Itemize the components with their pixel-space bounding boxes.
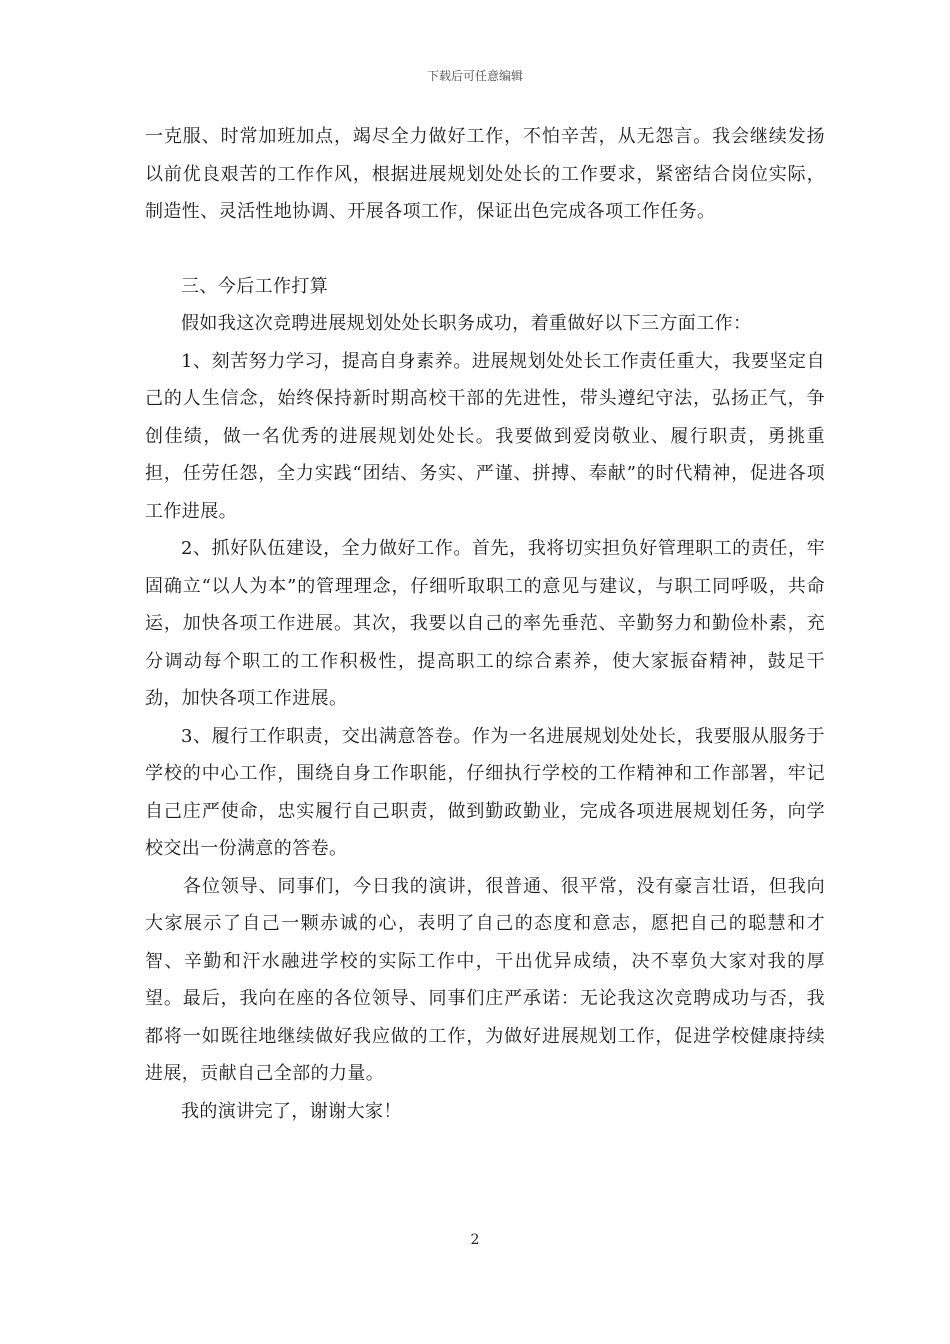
paragraph-spacer	[145, 231, 825, 268]
page-number: 2	[470, 1232, 480, 1248]
paragraph-thanks: 我的演讲完了，谢谢大家！	[181, 1100, 402, 1122]
paragraph-continuation: 一克服、时常加班加点，竭尽全力做好工作，不怕辛苦，从无怨言。我会继续发扬以前优良艰苦的工作作风，根据进展规划处处长的工作要求，紧密结合岗位实际，制造性、灵活性地协调、开展各项工作，保证出色完成各项工作任务。	[145, 126, 825, 222]
paragraph-point-2: 2、抓好队伍建设，全力做好工作。首先，我将切实担负好管理职工的责任，牢固确立“以人为本”的管理理念，仔细听取职工的意见与建议，与职工同呼吸，共命运，加快各项工作进展。其次，我要以自己的率先垂范、辛勤努力和勤俭朴素，充分调动每个职工的工作积极性，提高职工的综合素养，使大家振奋精神，鼓足干劲，加快各项工作进展。	[145, 538, 825, 709]
page-header: 下载后可任意编辑	[426, 69, 523, 83]
paragraph-point-1: 1、刻苦努力学习，提高自身素养。进展规划处处长工作责任重大，我要坚定自己的人生信念，始终保持新时期高校干部的先进性，带头遵纪守法，弘扬正气，争创佳绩，做一名优秀的进展规划处处长。我要做到爱岗敬业、履行职责，勇挑重担，任劳任怨，全力实践“团结、务实、严谨、拼搏、奉献”的时代精神，促进各项工作进展。	[145, 350, 825, 522]
section-heading: 三、今后工作打算	[181, 275, 329, 297]
paragraph-closing: 各位领导、同事们，今日我的演讲，很普通、很平常，没有豪言壮语，但我向大家展示了自己一颗赤诚的心，表明了自己的态度和意志，愿把自己的聪慧和才智、辛勤和汗水融进学校的实际工作中，干出优异成绩，决不辜负大家对我的厚望。最后，我向在座的各位领导、同事们庄严承诺：无论我这次竞聘成功与否，我都将一如既往地继续做好我应做的工作，为做好进展规划工作，促进学校健康持续进展，贡献自己全部的力量。	[145, 875, 825, 1084]
paragraph-intro: 假如我这次竞聘进展规划处处长职务成功，着重做好以下三方面工作：	[181, 313, 752, 334]
paragraph-point-3: 3、履行工作职责，交出满意答卷。作为一名进展规划处处长，我要服从服务于学校的中心工作，围绕自身工作职能，仔细执行学校的工作精神和工作部署，牢记自己庄严使命，忠实履行自己职责，做到勤政勤业，完成各项进展规划任务，向学校交出一份满意的答卷。	[145, 725, 825, 859]
document-body	[145, 118, 825, 1130]
